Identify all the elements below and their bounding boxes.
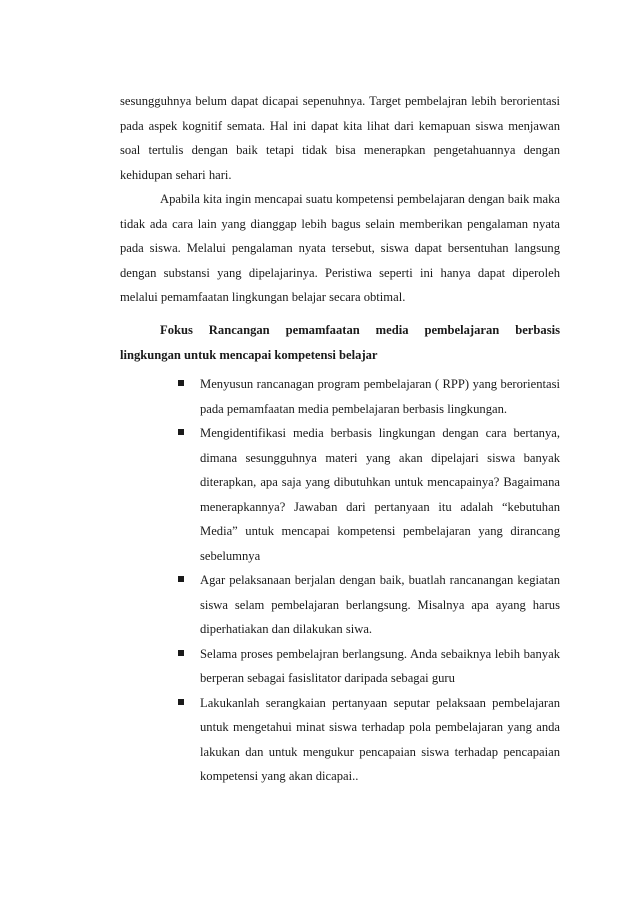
- list-item-text: Lakukanlah serangkaian pertanyaan seputar pelaksaan pembelajaran untuk mengetahui minat siswa terhadap pola pembelajaran yang anda lakukan dan untuk mengukur pencapaian siswa terhadap pencapaian kompetensi yang akan dicapai..: [200, 695, 560, 783]
- list-item-text: Agar pelaksanaan berjalan dengan baik, buatlah rancanangan kegiatan siswa selam pembelajaran berlangsung. Misalnya apa ayang harus diperhatiakan dan dilakukan siwa.: [200, 573, 560, 636]
- list-item: [176, 642, 560, 691]
- list-item-text: Mengidentifikasi media berbasis lingkungan dengan cara bertanya, dimana sesungguhnya materi yang akan dipelajari siswa banyak diterapkan, apa saja yang dibutuhkan untuk mencapainya? Bagaimana menerapkannya? Jawaban dari pertanyaan itu adalah “kebutuhan Media” untuk mencapai kompetensi pembelajaran yang dirancang sebelumnya: [200, 426, 560, 563]
- list-item: [176, 691, 560, 789]
- square-bullet-icon: [178, 576, 184, 582]
- paragraph-continuation: sesungguhnya belum dapat dicapai sepenuhnya. Target pembelajran lebih berorientasi pada aspek kognitif semata. Hal ini dapat kita lihat dari kemapuan siswa menjawan soal tertulis dengan baik tetapi tidak bisa menerapkan pengetahuannya dengan kehidupan sehari hari.: [120, 94, 560, 182]
- list-item-text: Selama proses pembelajran berlangsung. Anda sebaiknya lebih banyak berperan sebagai fasislitator daripada sebagai guru: [200, 646, 560, 685]
- list-item: [176, 372, 560, 421]
- square-bullet-icon: [178, 380, 184, 386]
- square-bullet-icon: [178, 650, 184, 656]
- list-item-text: Menyusun rancanagan program pembelajaran ( RPP) yang berorientasi pada pemamfaatan media pembelajaran berbasis lingkungan.: [200, 377, 560, 416]
- focus-list: [176, 372, 560, 789]
- list-item: [176, 421, 560, 568]
- section-heading: Fokus Rancangan pemamfaatan media pembelajaran berbasis lingkungan untuk mencapai kompetensi belajar: [120, 323, 560, 362]
- square-bullet-icon: [178, 429, 184, 435]
- square-bullet-icon: [178, 699, 184, 705]
- list-item: [176, 568, 560, 642]
- paragraph-competency: Apabila kita ingin mencapai suatu kompetensi pembelajaran dengan baik maka tidak ada cara lain yang dianggap lebih bagus selain memberikan pengalaman nyata pada siswa. Melalui pengalaman nyata tersebut, siswa dapat bersentuhan langsung dengan substansi yang dipelajarinya. Peristiwa seperti ini hanya dapat diperoleh melalui pemamfaatan lingkungan belajar secara obtimal.: [120, 192, 560, 304]
